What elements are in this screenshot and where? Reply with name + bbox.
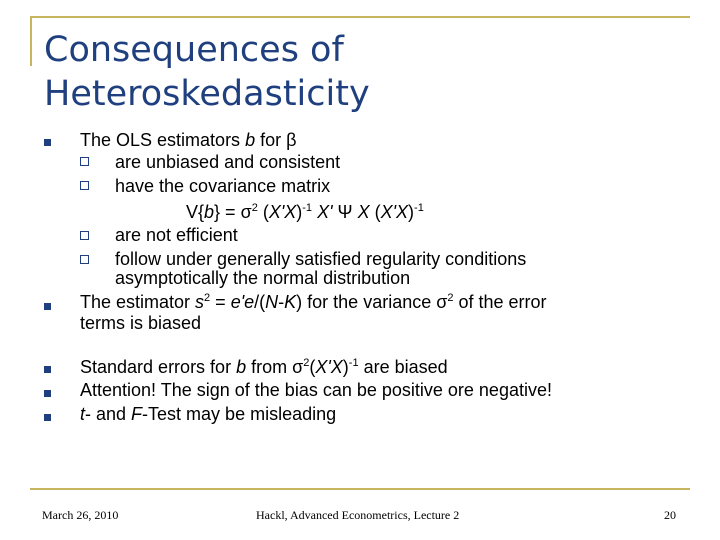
sub-bullet-unbiased: are unbiased and consistent [115,152,341,172]
bullet-marker [44,303,51,310]
slide-title [44,28,684,116]
sub-bullet-marker [80,255,89,264]
sub-bullet-marker [80,181,89,190]
bullet-marker [44,366,51,373]
bullet-marker [44,414,51,421]
bullet-tests-misleading: t- and F-Test may be misleading [80,404,337,424]
sub-bullet-normal-line2: asymptotically the normal distribution [115,268,411,288]
bullet-ols-estimators: The OLS estimators b for β [80,130,297,150]
sub-bullet-marker [80,231,89,240]
bullet-marker [44,390,51,397]
title-line-2: Heteroskedasticity [44,74,370,114]
sub-bullet-marker [80,157,89,166]
sub-bullet-normal-line1: follow under generally satisfied regularity conditions [115,249,527,269]
bullet-marker [44,139,51,146]
footer-date: March 26, 2010 [42,508,119,522]
bullet-attention: Attention! The sign of the bias can be positive ore negative! [80,380,552,400]
bullet-estimator-s2-line2: terms is biased [80,313,202,333]
title-line-1: Consequences of [44,30,344,70]
sub-bullet-not-efficient: are not efficient [115,225,238,245]
covariance-formula: $V\{b\} = \sigma^2$ $(X'X)^{-1}$ X' Ψ X $(X'X)^{-1}$ [186,202,424,222]
frame-top-line [30,16,690,18]
footer-page-number: 20 [664,508,676,522]
footer-course: Hackl, Advanced Econometrics, Lecture 2 [256,508,460,522]
sub-bullet-covariance: have the covariance matrix [115,176,331,196]
bullet-estimator-s2: The estimator $s^2 = e'e/(N-K)$ for the variance $\sigma^2$ of the error [80,292,547,312]
frame-left-line [30,16,32,66]
frame-bottom-line [30,488,690,490]
bullet-standard-errors: Standard errors for b from $\sigma^2(X'X)^{-1}$ are biased [80,357,448,377]
